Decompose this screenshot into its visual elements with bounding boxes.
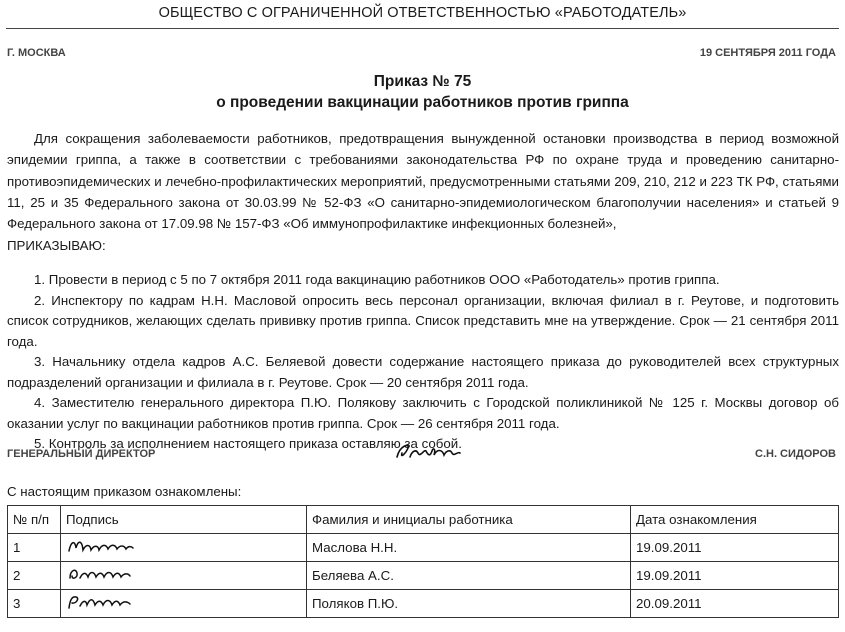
director-signature	[394, 439, 464, 470]
order-item: 2. Инспектору по кадрам Н.Н. Масловой опросить весь персонал организации, включая филиал в г. Реутове, и подготовить список сотрудников, желающих сделать прививку против гриппа. Список представить мне на утверждение. Срок — 21 сентября 2011 года.	[7, 292, 839, 349]
row-number: 3	[8, 590, 61, 618]
order-number-title: Приказ № 75	[373, 73, 472, 90]
header-divider	[6, 28, 839, 29]
table-row	[8, 534, 839, 562]
document-date: 19 СЕНТЯБРЯ 2011 ГОДА	[699, 47, 836, 59]
table-row	[8, 562, 839, 590]
row-number: 2	[8, 562, 61, 590]
employee-name: Беляева А.С.	[307, 562, 631, 590]
header-number: № п/п	[8, 506, 61, 534]
director-name: С.Н. СИДОРОВ	[755, 448, 836, 460]
acquaintance-date: 19.09.2011	[631, 534, 839, 562]
director-title: ГЕНЕРАЛЬНЫЙ ДИРЕКТОР	[7, 448, 156, 460]
acquaintance-label: С настоящим приказом ознакомлены:	[7, 484, 242, 499]
table-header-row	[8, 506, 839, 534]
table-row	[8, 590, 839, 618]
acquaintance-date: 20.09.2011	[631, 590, 839, 618]
order-subject-title: о проведении вакцинации работников против гриппа	[216, 94, 629, 111]
acquaintance-date: 19.09.2011	[631, 562, 839, 590]
order-item: 1. Провести в период с 5 по 7 октября 2011 года вакцинацию работников ООО «Работодатель» против гриппа.	[34, 272, 720, 287]
order-item: 5. Контроль за исполнением настоящего приказа оставляю за собой.	[34, 436, 462, 451]
header-signature: Подпись	[61, 506, 307, 534]
order-item: 3. Начальнику отдела кадров А.С. Беляевой довести содержание настоящего приказа до руководителей всех структурных подразделений организации и филиала в г. Реутове. Срок — 20 сентября 2011 года.	[7, 354, 839, 390]
row-number: 1	[8, 534, 61, 562]
header-employee-name: Фамилия и инициалы работника	[307, 506, 631, 534]
order-item: 4. Заместителю генерального директора П.Ю. Полякову заключить с Городской поликлиникой № 125 г. Москвы договор об оказании услуг по вакцинации работников против гриппа. Срок — 26 сентября 2011 года.	[7, 395, 839, 431]
order-items-list	[7, 270, 839, 455]
header-date: Дата ознакомления	[631, 506, 839, 534]
employee-signature	[61, 590, 307, 618]
employee-signature	[61, 562, 307, 590]
employee-signature	[61, 534, 307, 562]
preamble-paragraph: Для сокращения заболеваемости работников, предотвращения вынужденной остановки производства в период возможной эпидемии гриппа, а также в соответствии с требованиями законодательства РФ по охране труда и проведению санитарно-противоэпидемических и лечебно-профилактических мероприятий, предусмотренными статьями 209, 210, 212 и 223 ТК РФ, статьями 11, 25 и 35 Федерального закона от 30.03.99 № 52-ФЗ «О санитарно-эпидемиологическом благополучии населения» и статьей 9 Федерального закона от 17.09.98 № 157-ФЗ «Об иммунопрофилактике инфекционных болезней»,	[7, 131, 839, 232]
orders-label: ПРИКАЗЫВАЮ:	[7, 238, 106, 253]
document-city: Г. МОСКВА	[7, 47, 66, 59]
employee-name: Маслова Н.Н.	[307, 534, 631, 562]
organization-name: ОБЩЕСТВО С ОГРАНИЧЕННОЙ ОТВЕТСТВЕННОСТЬЮ «РАБОТОДАТЕЛЬ»	[158, 5, 687, 21]
acquaintance-table	[7, 505, 839, 618]
employee-name: Поляков П.Ю.	[307, 590, 631, 618]
